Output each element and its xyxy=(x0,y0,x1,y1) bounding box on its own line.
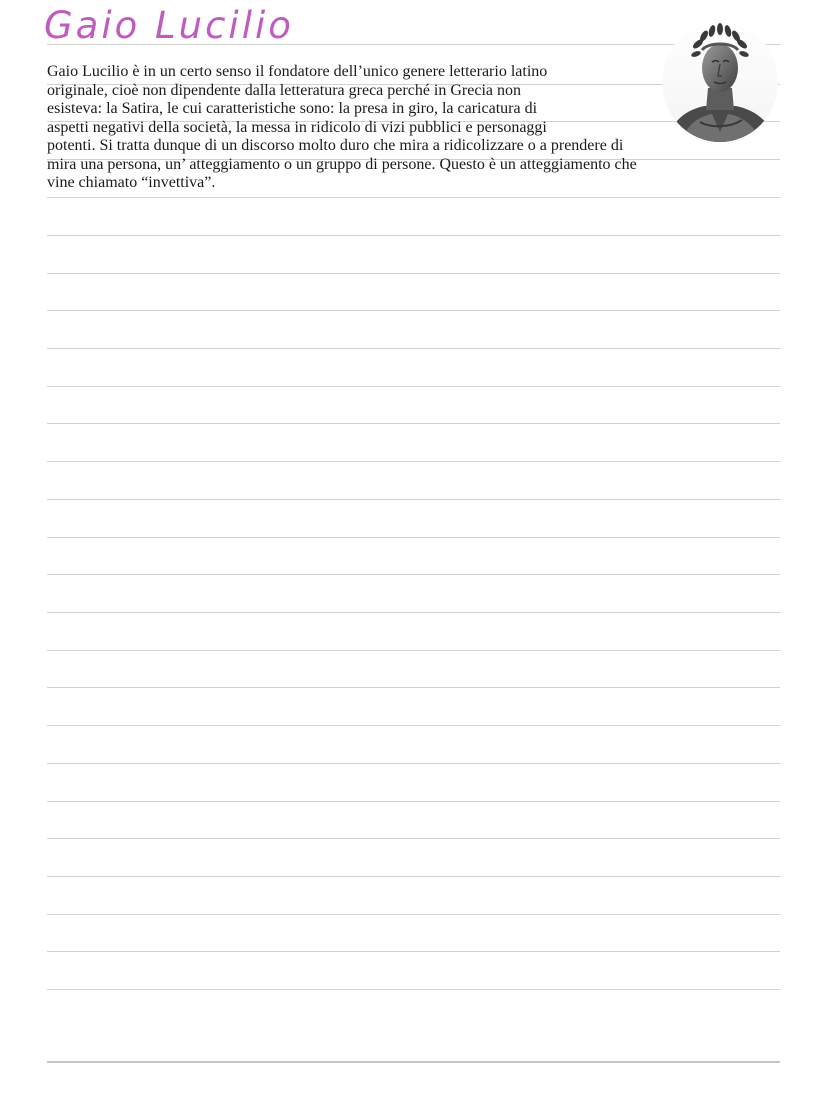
body-paragraph xyxy=(47,63,780,193)
ruled-line xyxy=(47,574,780,575)
ruled-line xyxy=(47,310,780,311)
ruled-line xyxy=(47,725,780,726)
ruled-line xyxy=(47,348,780,349)
ruled-line xyxy=(47,537,780,538)
ruled-line xyxy=(47,989,780,990)
ruled-line xyxy=(47,801,780,802)
paragraph-line: esisteva: la Satira, le cui caratteristiche sono: la presa in giro, la caricatura di xyxy=(47,100,538,117)
page-title: Gaio Lucilio xyxy=(44,4,294,47)
ruled-line xyxy=(47,951,780,952)
ruled-line xyxy=(47,461,780,462)
ruled-line xyxy=(47,499,780,500)
paragraph-line: potenti. Si tratta dunque di un discorso molto duro che mira a ridicolizzare o a prendere di xyxy=(47,137,624,154)
ruled-line xyxy=(47,197,780,198)
paragraph-line: Gaio Lucilio è in un certo senso il fondatore dell’unico genere letterario latino xyxy=(47,63,548,80)
ruled-line xyxy=(47,235,780,236)
paragraph-line: aspetti negativi della società, la messa in ridicolo di vizi pubblici e personaggi xyxy=(47,118,547,136)
ruled-line xyxy=(47,423,780,424)
paragraph-line: originale, cioè non dipendente dalla letteratura greca perché in Grecia non xyxy=(47,81,521,99)
ruled-line xyxy=(47,838,780,839)
paragraph-line: vine chiamato “invettiva”. xyxy=(47,174,216,191)
ruled-line xyxy=(47,612,780,613)
ruled-line xyxy=(47,914,780,915)
ruled-line xyxy=(47,386,780,387)
paragraph-line: mira una persona, un’ atteggiamento o un gruppo di persone. Questo è un atteggiamento che xyxy=(47,155,637,173)
ruled-line xyxy=(47,876,780,877)
ruled-line xyxy=(47,687,780,688)
ruled-line xyxy=(47,273,780,274)
ruled-line xyxy=(47,763,780,764)
ruled-line xyxy=(47,650,780,651)
ruled-line xyxy=(47,1061,780,1063)
